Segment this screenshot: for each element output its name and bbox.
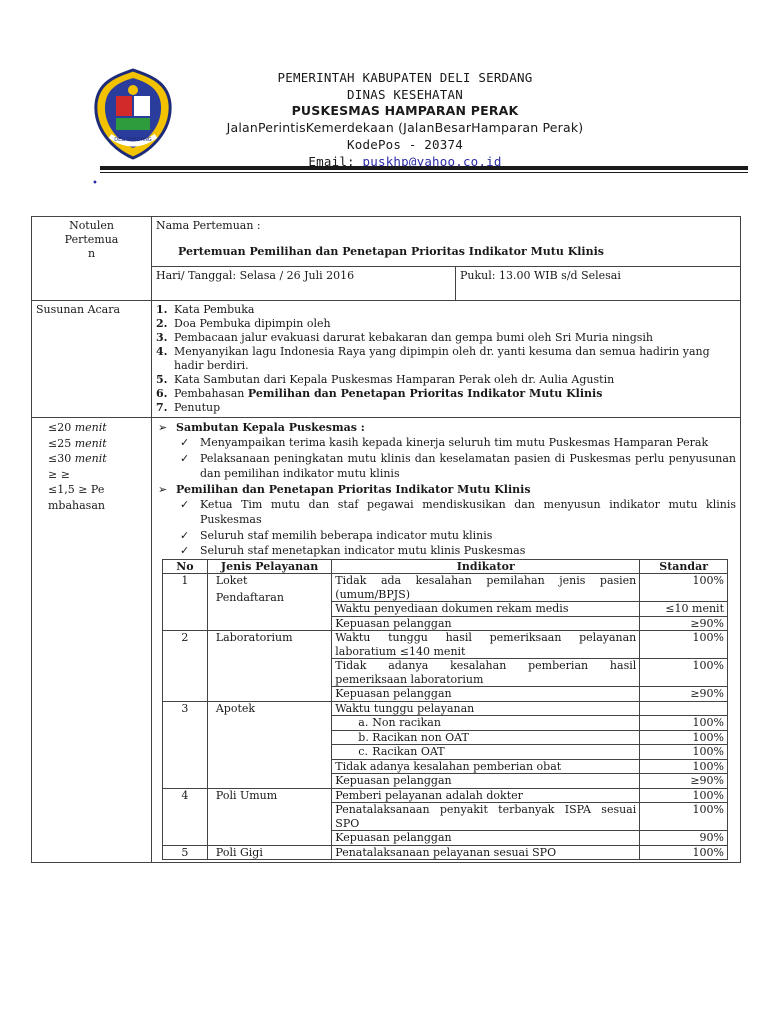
side-note: ≤30 menit: [48, 452, 107, 465]
letterhead-rule-thick: [100, 166, 748, 170]
service-name: Poli Umum: [207, 788, 331, 845]
svg-text:DELI SERDANG: DELI SERDANG: [114, 137, 152, 143]
section-selection-title: ➢ Pemilihan dan Penetapan Prioritas Indikator Mutu Klinis: [158, 482, 531, 496]
point-item: ✓ Menyampaikan terima kasih kepada kinerja seluruh tim mutu Puskesmas Hamparan Perak: [180, 436, 709, 449]
arrow-icon: ➢: [158, 421, 168, 434]
standard-value: ≥90%: [640, 687, 728, 702]
side-note: ≤20 menit: [48, 421, 107, 434]
service-name: Apotek: [207, 701, 331, 788]
side-notes: [36, 420, 147, 513]
meeting-name-label: Nama Pertemuan :: [156, 219, 261, 232]
indicator-text: Kepuasan pelanggan: [332, 687, 640, 702]
header-indicator: Indikator: [332, 559, 640, 574]
indicator-text: Waktu penyediaan dokumen rekam medis: [332, 602, 640, 617]
service-number: 1: [163, 574, 208, 631]
selection-points: [156, 497, 736, 559]
agenda-item: 5. Kata Sambutan dari Kepala Puskesmas Hamparan Perak oleh dr. Aulia Agustin: [156, 373, 615, 386]
service-number: 2: [163, 631, 208, 702]
point-item: ✓ Seluruh staf menetapkan indicator mutu klinis Puskesmas: [180, 544, 526, 557]
service-name: Poli Gigi: [207, 845, 331, 860]
agenda-cell: [152, 301, 741, 418]
deli-serdang-seal-icon: [92, 68, 174, 160]
standard-value: 100%: [640, 574, 728, 602]
header-no: No: [163, 559, 208, 574]
minutes-title: Notulen Pertemua n: [32, 217, 152, 301]
email-label: Email:: [308, 154, 363, 169]
service-number: 3: [163, 701, 208, 788]
letterhead-postal-code: KodePos - 20374: [347, 137, 463, 152]
agenda-item: 1. Kata Pembuka: [156, 303, 255, 316]
side-note: ≥ ≥: [48, 467, 70, 481]
indicator-table: [162, 559, 728, 861]
agenda-list: [156, 303, 736, 415]
standard-value: 100%: [640, 730, 728, 745]
indicator-text: Kepuasan pelanggan: [332, 774, 640, 789]
agenda-item: 4. Menyanyikan lagu Indonesia Raya yang dipimpin oleh dr. yanti kesuma dan semua hadirin yang hadir berdiri.: [156, 345, 710, 372]
side-note: ≤1,5 ≥ Pe: [48, 483, 105, 496]
standard-value: ≥90%: [640, 774, 728, 789]
letterhead-government: PEMERINTAH KABUPATEN DELI SERDANG: [277, 70, 533, 85]
indicator-row: [163, 845, 728, 860]
indicator-row: [163, 631, 728, 659]
standard-value: 100%: [640, 803, 728, 831]
bullet-mark: •: [92, 178, 98, 189]
indicator-text: b. Racikan non OAT: [332, 730, 640, 745]
standard-value: [640, 701, 728, 716]
standard-value: 90%: [640, 831, 728, 846]
standard-value: 100%: [640, 788, 728, 803]
indicator-row: [163, 701, 728, 716]
meeting-time: Pukul: 13.00 WIB s/d Selesai: [456, 267, 741, 301]
point-item: ✓ Ketua Tim mutu dan staf pegawai mendiskusikan dan menyusun indikator mutu klinis Puskesmas: [180, 497, 737, 526]
indicator-text: Tidak adanya kesalahan pemberian obat: [332, 759, 640, 774]
check-icon: ✓: [180, 528, 190, 542]
standard-value: 100%: [640, 745, 728, 760]
agenda-item: 3. Pembacaan jalur evakuasi darurat kebakaran dan gempa bumi oleh Sri Muria ningsih: [156, 331, 653, 344]
indicator-text: Waktu tunggu pelayanan: [332, 701, 640, 716]
indicator-text: Waktu tunggu hasil pemeriksaan pelayanan laboratium ≤140 menit: [332, 631, 640, 659]
letterhead-address: JalanPerintisKemerdekaan (JalanBesarHamparan Perak): [226, 120, 584, 135]
agenda-item: 7. Penutup: [156, 401, 221, 414]
letterhead-department: DINAS KESEHATAN: [347, 87, 463, 102]
meeting-name-cell: [152, 217, 741, 267]
indicator-text: a. Non racikan: [332, 716, 640, 731]
letterhead-rule-thin: [100, 172, 748, 173]
service-number: 5: [163, 845, 208, 860]
email-link[interactable]: puskhp@yahoo.co.id: [362, 154, 502, 169]
standard-value: 100%: [640, 631, 728, 659]
indicator-text: Pemberi pelayanan adalah dokter: [332, 788, 640, 803]
indicator-text: Tidak ada kesalahan pemilahan jenis pasien (umum/BPJS): [332, 574, 640, 602]
arrow-icon: ➢: [158, 482, 168, 496]
agenda-item: 2. Doa Pembuka dipimpin oleh: [156, 317, 331, 330]
header-service: Jenis Pelayanan: [207, 559, 331, 574]
service-name: Loket Pendaftaran: [207, 574, 331, 631]
side-notes-cell: [32, 418, 152, 863]
check-icon: ✓: [180, 451, 190, 465]
standard-value: 100%: [640, 845, 728, 860]
agenda-label: Susunan Acara: [32, 301, 152, 418]
agenda-item: 6. Pembahasan Pemilihan dan Penetapan Prioritas Indikator Mutu Klinis: [156, 387, 603, 400]
side-note: mbahasan: [48, 498, 105, 512]
meeting-date: Hari/ Tanggal: Selasa / 26 Juli 2016: [152, 267, 456, 301]
indicator-text: Kepuasan pelanggan: [332, 616, 640, 631]
point-item: ✓ Seluruh staf memilih beberapa indicator mutu klinis: [180, 528, 493, 542]
service-number: 4: [163, 788, 208, 845]
header-standard: Standar: [640, 559, 728, 574]
indicator-row: [163, 574, 728, 602]
indicator-row: [163, 788, 728, 803]
standard-value: 100%: [640, 759, 728, 774]
indicator-text: Kepuasan pelanggan: [332, 831, 640, 846]
check-icon: ✓: [180, 436, 190, 449]
point-item: ✓ Pelaksanaan peningkatan mutu klinis dan keselamatan pasien di Puskesmas perlu penyusunan dan pemilihan indikator mutu klinis: [180, 451, 737, 480]
standard-value: 100%: [640, 659, 728, 687]
standard-value: ≥90%: [640, 616, 728, 631]
standard-value: 100%: [640, 716, 728, 731]
side-note: ≤25 menit: [48, 436, 107, 450]
check-icon: ✓: [180, 497, 190, 511]
indicator-text: Penatalaksanaan pelayanan sesuai SPO: [332, 845, 640, 860]
check-icon: ✓: [180, 544, 190, 557]
minutes-table: [31, 216, 741, 863]
indicator-text: c. Racikan OAT: [332, 745, 640, 760]
meeting-title: Pertemuan Pemilihan dan Penetapan Prioritas Indikator Mutu Klinis: [178, 245, 604, 258]
discussion-cell: [152, 418, 741, 863]
letterhead-puskesmas: PUSKESMAS HAMPARAN PERAK: [291, 103, 519, 118]
service-name: Laboratorium: [207, 631, 331, 702]
welcome-points: [156, 435, 736, 482]
indicator-text: Penatalaksanaan penyakit terbanyak ISPA sesuai SPO: [332, 803, 640, 831]
indicator-text: Tidak adanya kesalahan pemberian hasil pemeriksaan laboratorium: [332, 659, 640, 687]
section-welcome-title: ➢ Sambutan Kepala Puskesmas :: [158, 421, 365, 434]
standard-value: ≤10 menit: [640, 602, 728, 617]
